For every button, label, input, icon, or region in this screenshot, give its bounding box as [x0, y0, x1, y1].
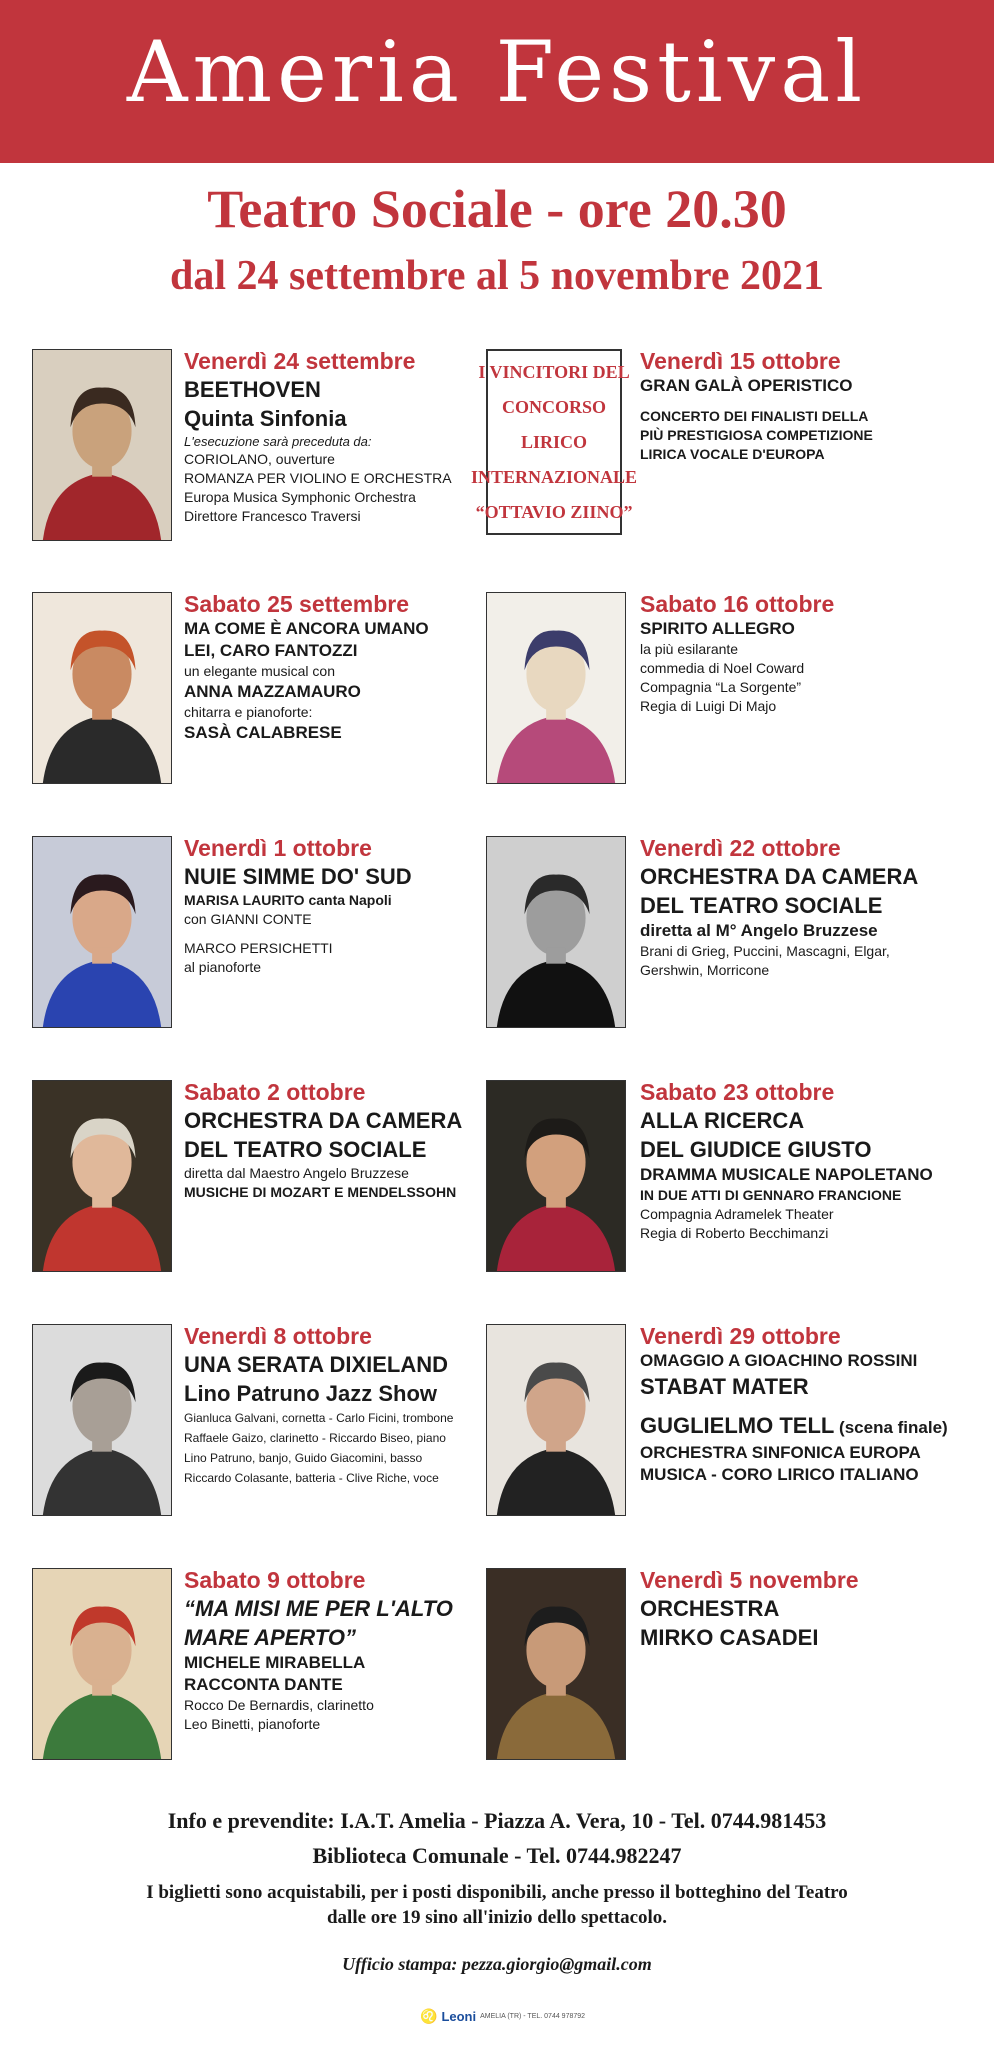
event-line [640, 1411, 960, 1442]
portrait-laurito-image [33, 837, 171, 1027]
event-line [184, 1183, 504, 1202]
event-10-text [640, 1322, 960, 1486]
event-line [184, 662, 504, 681]
event-line [184, 681, 504, 703]
event-line-text: STABAT MATER [640, 1374, 809, 1399]
event-12-text [640, 1566, 960, 1652]
portrait-patruno [32, 1324, 172, 1516]
event-line [184, 1164, 504, 1183]
event-line [640, 942, 960, 961]
portrait-rossini [486, 1324, 626, 1516]
portrait-dante-image [33, 1569, 171, 1759]
info-line-3: I biglietti sono acquistabili, per i posti disponibili, anche presso il botteghino del Teatro [146, 1882, 848, 1903]
event-line [184, 469, 504, 488]
logo-name: Leoni [441, 2009, 477, 2024]
event-line [640, 678, 960, 697]
portrait-mascagni-image [487, 837, 625, 1027]
event-line-text: Compagnia Adramelek Theater [640, 1206, 834, 1222]
event-line-text: commedia di Noel Coward [640, 660, 805, 676]
event-line [640, 1106, 960, 1135]
event-line-text: GRAN GALÀ OPERISTICO [640, 376, 853, 395]
stage-scene [486, 592, 626, 784]
event-line-text: DRAMMA MUSICALE NAPOLETANO [640, 1165, 933, 1184]
spacer [640, 1401, 960, 1411]
event-line [640, 1135, 960, 1164]
event-line-text: Gershwin, Morricone [640, 962, 770, 978]
event-line-text: UNA SERATA DIXIELAND [184, 1352, 448, 1377]
event-line [640, 445, 960, 464]
event-date: Venerdì 22 ottobre [640, 835, 841, 861]
event-line-text: Rocco De Bernardis, clarinetto [184, 1697, 374, 1713]
event-line-text: con GIANNI CONTE [184, 911, 312, 927]
event-line-text: SASÀ CALABRESE [184, 723, 342, 742]
event-7-text [184, 1078, 504, 1202]
event-line-text: Lino Patruno, banjo, Guido Giacomini, basso [184, 1451, 423, 1465]
event-line [640, 1186, 960, 1205]
event-line-text: IN DUE ATTI DI GENNARO FRANCIONE [640, 1187, 902, 1203]
event-line [184, 404, 504, 433]
event-line [640, 1350, 960, 1372]
event-line-text: Leo Binetti, pianoforte [184, 1716, 321, 1732]
event-line-text: L'esecuzione sarà preceduta da: [184, 434, 372, 449]
event-line [640, 618, 960, 640]
event-line-text: ORCHESTRA SINFONICA EUROPA [640, 1443, 921, 1462]
event-line [184, 958, 504, 977]
portrait-mozart [32, 1080, 172, 1272]
event-line [640, 862, 960, 891]
event-line [640, 1623, 960, 1652]
portrait-dante [32, 1568, 172, 1760]
festival-title: Ameria Festival [126, 23, 868, 121]
event-line [184, 1594, 504, 1623]
event-line-text: Compagnia “La Sorgente” [640, 679, 802, 695]
event-line-text: “MA MISI ME PER L'ALTO [184, 1596, 453, 1621]
event-date: Venerdì 15 ottobre [640, 348, 841, 374]
event-date: Venerdì 5 novembre [640, 1567, 859, 1593]
event-line [640, 1205, 960, 1224]
info-line-1: Info e prevendite: I.A.T. Amelia - Piazza A. Vera, 10 - Tel. 0744.981453 [167, 1808, 827, 1833]
event-line [640, 375, 960, 397]
event-line-text: ROMANZA PER VIOLINO E ORCHESTRA [184, 470, 452, 486]
event-line-text: Regia di Roberto Becchimanzi [640, 1225, 829, 1241]
event-line-text: Quinta Sinfonia [184, 406, 347, 431]
info-line-4: dalle ore 19 sino all'inizio dello spettacolo. [326, 1907, 668, 1928]
event-line-text: MA COME È ANCORA UMANO [184, 619, 429, 638]
event-line-text: CONCERTO DEI FINALISTI DELLA [640, 408, 869, 424]
event-date: Sabato 9 ottobre [184, 1567, 366, 1593]
event-date: Venerdì 29 ottobre [640, 1323, 841, 1349]
portrait-casadei [486, 1568, 626, 1760]
event-line-text: SPIRITO ALLEGRO [640, 619, 795, 638]
event-line-text: LEI, CARO FANTOZZI [184, 641, 358, 660]
event-line-suffix: (scena finale) [834, 1418, 948, 1437]
event-line [184, 618, 504, 640]
event-line-text: ALLA RICERCA [640, 1108, 805, 1133]
event-line [184, 722, 504, 744]
event-6-text [640, 834, 960, 980]
lion-icon: ♌ [420, 2008, 438, 2024]
event-line [184, 1448, 504, 1468]
event-11-text [184, 1566, 504, 1734]
event-line-text: chitarra e pianoforte: [184, 704, 313, 720]
press-office: Ufficio stampa: pezza.giorgio@gmail.com [342, 1954, 652, 1974]
event-line [640, 1372, 960, 1401]
event-line-text: ORCHESTRA DA CAMERA [184, 1108, 463, 1133]
event-line-text: ORCHESTRA DA CAMERA [640, 864, 919, 889]
spacer [640, 397, 960, 407]
event-line [184, 1652, 504, 1674]
event-line [640, 697, 960, 716]
event-line-text: Direttore Francesco Traversi [184, 508, 361, 524]
event-line-text: MARE APERTO” [184, 1625, 356, 1650]
event-line [184, 640, 504, 662]
event-date: Sabato 25 settembre [184, 591, 409, 617]
event-1-text [184, 347, 504, 526]
event-line-text: MUSICA - CORO LIRICO ITALIANO [640, 1465, 919, 1484]
event-line [640, 407, 960, 426]
competition-box [470, 349, 638, 535]
event-line-text: un elegante musical con [184, 663, 335, 679]
event-line [184, 1623, 504, 1652]
event-line [184, 862, 504, 891]
event-line-text: ORCHESTRA [640, 1596, 780, 1621]
portrait-bishop-image [487, 1081, 625, 1271]
event-line-text: DEL TEATRO SOCIALE [640, 893, 883, 918]
event-line [184, 891, 504, 910]
event-line [184, 1468, 504, 1488]
event-date: Venerdì 8 ottobre [184, 1323, 372, 1349]
spacer [184, 929, 504, 939]
event-line-text: CORIOLANO, ouverture [184, 451, 335, 467]
event-line [640, 891, 960, 920]
event-line [640, 1464, 960, 1486]
event-line [640, 640, 960, 659]
event-line [184, 507, 504, 526]
event-line [184, 703, 504, 722]
event-line-text: PIÙ PRESTIGIOSA COMPETIZIONE [640, 427, 873, 443]
event-2-text [640, 347, 960, 464]
event-line-text: Raffaele Gaizo, clarinetto - Riccardo Biseo, piano [184, 1431, 446, 1445]
event-line [184, 1379, 504, 1408]
event-line [184, 1408, 504, 1428]
event-line [184, 488, 504, 507]
event-line-text: Europa Musica Symphonic Orchestra [184, 489, 416, 505]
event-line [640, 1164, 960, 1186]
event-line [184, 939, 504, 958]
event-line [184, 1674, 504, 1696]
event-line-text: Lino Patruno Jazz Show [184, 1381, 438, 1406]
event-line-text: RACCONTA DANTE [184, 1675, 343, 1694]
portrait-beethoven-image [33, 350, 171, 540]
portrait-laurito [32, 836, 172, 1028]
event-date: Venerdì 24 settembre [184, 348, 416, 374]
event-line [640, 659, 960, 678]
portrait-mascagni [486, 836, 626, 1028]
title-banner [0, 0, 994, 163]
event-line [184, 1428, 504, 1448]
event-line-text: LIRICA VOCALE D'EUROPA [640, 446, 825, 462]
portrait-bishop [486, 1080, 626, 1272]
event-date: Sabato 2 ottobre [184, 1079, 366, 1105]
event-line [184, 450, 504, 469]
event-line-text: diretta dal Maestro Angelo Bruzzese [184, 1165, 409, 1181]
event-line [184, 1715, 504, 1734]
event-line-text: OMAGGIO A GIOACHINO ROSSINI [640, 1351, 918, 1370]
event-8-text [640, 1078, 960, 1243]
event-line [184, 433, 504, 450]
event-date: Sabato 23 ottobre [640, 1079, 835, 1105]
event-line-text: MICHELE MIRABELLA [184, 1653, 366, 1672]
event-line-text: DEL GIUDICE GIUSTO [640, 1137, 872, 1162]
event-line [640, 1442, 960, 1464]
printer-logo [420, 2008, 585, 2025]
event-line-text: Brani di Grieg, Puccini, Mascagni, Elgar, [640, 943, 890, 959]
event-line [184, 910, 504, 929]
event-3-text [184, 590, 504, 744]
portrait-beethoven [32, 349, 172, 541]
event-line [640, 961, 960, 980]
event-line [184, 375, 504, 404]
event-line-text: MARCO PERSICHETTI [184, 940, 333, 956]
event-line-text: ANNA MAZZAMAURO [184, 682, 361, 701]
logo-sub: AMELIA (TR) - TEL. 0744 978792 [480, 2013, 586, 2020]
event-line-text: diretta al M° Angelo Bruzzese [640, 921, 878, 940]
event-line [184, 1696, 504, 1715]
event-9-text [184, 1322, 504, 1488]
portrait-rossini-image [487, 1325, 625, 1515]
event-line-text: BEETHOVEN [184, 377, 321, 402]
event-line-text: MUSICHE DI MOZART E MENDELSSOHN [184, 1184, 457, 1200]
event-line [640, 1594, 960, 1623]
event-5-text [184, 834, 504, 977]
event-line-text: la più esilarante [640, 641, 739, 657]
portrait-mozart-image [33, 1081, 171, 1271]
portrait-casadei-image [487, 1569, 625, 1759]
venue-time: Teatro Sociale - ore 20.30 [207, 179, 787, 239]
event-4-text [640, 590, 960, 716]
event-line [640, 1224, 960, 1243]
event-line-text: MIRKO CASADEI [640, 1625, 819, 1650]
event-line-text: DEL TEATRO SOCIALE [184, 1137, 427, 1162]
stage-scene-image [487, 593, 625, 783]
competition-box-text: I VINCITORI DEL CONCORSO LIRICO INTERNAZIONALE “OTTAVIO ZIINO” [470, 361, 638, 522]
event-line-text: NUIE SIMME DO' SUD [184, 864, 412, 889]
portrait-patruno-image [33, 1325, 171, 1515]
event-line [184, 1106, 504, 1135]
event-date: Sabato 16 ottobre [640, 591, 835, 617]
portrait-mazzamauro-image [33, 593, 171, 783]
portrait-mazzamauro [32, 592, 172, 784]
info-line-2: Biblioteca Comunale - Tel. 0744.982247 [312, 1843, 682, 1868]
event-line [184, 1350, 504, 1379]
festival-dates: dal 24 settembre al 5 novembre 2021 [169, 253, 825, 299]
event-line-text: al pianoforte [184, 959, 262, 975]
event-line [640, 920, 960, 942]
event-line-text: GUGLIELMO TELL [640, 1413, 835, 1438]
event-line [184, 1135, 504, 1164]
event-line-text: MARISA LAURITO canta Napoli [184, 892, 392, 908]
event-line-text: Regia di Luigi Di Majo [640, 698, 777, 714]
event-date: Venerdì 1 ottobre [184, 835, 372, 861]
event-line-text: Gianluca Galvani, cornetta - Carlo Ficini, trombone [184, 1411, 454, 1425]
event-line [640, 426, 960, 445]
event-line-text: Riccardo Colasante, batteria - Clive Riche, voce [184, 1471, 439, 1485]
